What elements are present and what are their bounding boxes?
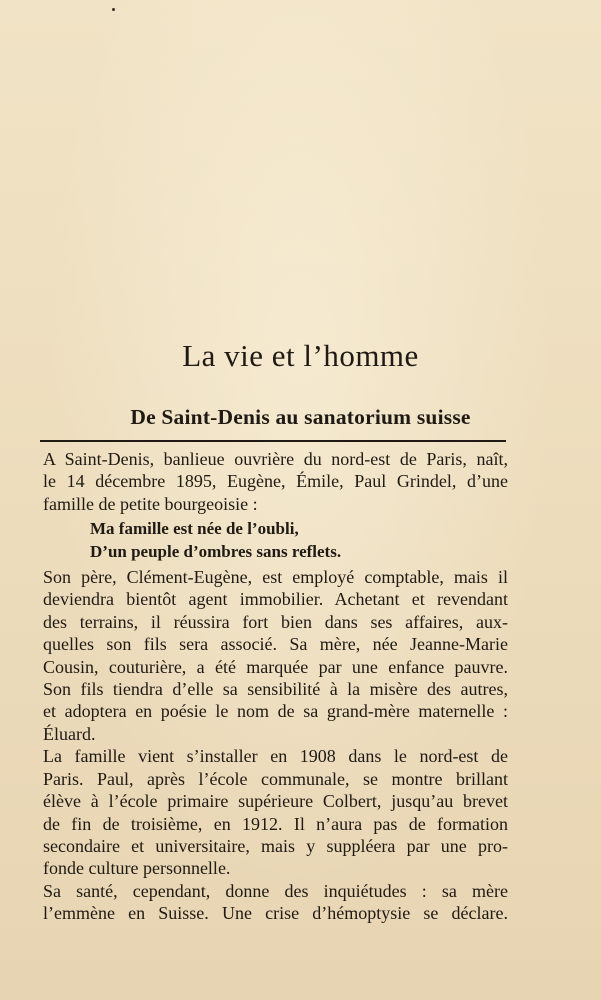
section-heading: De Saint-Denis au sanatorium suisse	[130, 405, 471, 429]
text-line: le 14 décembre 1895, Eugène, Émile, Paul Grindel, d’une	[43, 471, 508, 492]
text-line: des terrains, il réussira fort bien dans ses affaires, aux-	[43, 611, 508, 632]
text-line: Cousin, couturière, a été marquée par une enfance pauvre.	[43, 656, 508, 677]
body-text	[43, 448, 508, 925]
chapter-title: La vie et l’homme	[182, 338, 419, 373]
text-line: l’emmène en Suisse. Une crise d’hémoptysie se déclare.	[43, 903, 508, 924]
text-line: et adoptera en poésie le nom de sa grand-mère maternelle :	[43, 701, 508, 722]
text-line: A Saint-Denis, banlieue ouvrière du nord-est de Paris, naît,	[43, 449, 508, 469]
text-line: Éluard.	[43, 723, 96, 744]
text-line: deviendra bientôt agent immobilier. Achetant et revendant	[43, 589, 508, 610]
poem-line: Ma famille est née de l’oubli,	[90, 519, 299, 539]
text-line: La famille vient s’installer en 1908 dans le nord-est de	[43, 746, 508, 767]
text-line: quelles son fils sera associé. Sa mère, née Jeanne-Marie	[43, 634, 508, 655]
text-line: élève à l’école primaire supérieure Colbert, jusqu’au brevet	[43, 791, 508, 812]
section-rule	[40, 440, 506, 442]
poem-quote	[90, 518, 508, 563]
paragraph-2	[43, 566, 508, 745]
text-line: secondaire et universitaire, mais y suppléera par une pro-	[43, 835, 508, 856]
poem-line: D’un peuple d’ombres sans reflets.	[90, 541, 342, 561]
text-line: Son fils tiendra d’elle sa sensibilité à la misère des autres,	[43, 679, 508, 700]
paragraph-3	[43, 745, 508, 879]
ink-speck	[112, 8, 115, 11]
text-line: Son père, Clément-Eugène, est employé comptable, mais il	[43, 567, 508, 588]
text-line: Sa santé, cependant, donne des inquiétudes : sa mère	[43, 880, 508, 901]
text-line: de fin de troisième, en 1912. Il n’aura pas de formation	[43, 813, 508, 834]
text-line: fonde culture personnelle.	[43, 858, 231, 879]
paragraph-4	[43, 880, 508, 925]
paragraph-1	[43, 448, 508, 515]
text-line: Paris. Paul, après l’école communale, se montre brillant	[43, 768, 508, 789]
text-line: famille de petite bourgeoisie :	[43, 493, 258, 514]
